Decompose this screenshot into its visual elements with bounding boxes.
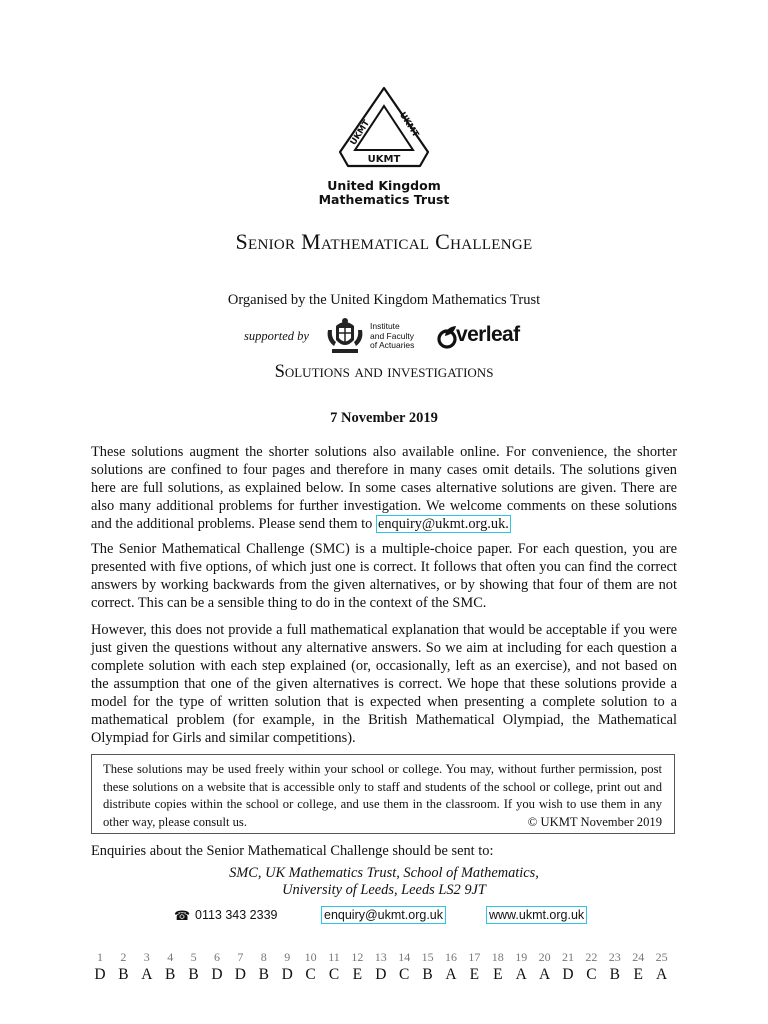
answer-letter: E [493,966,503,983]
answer-letter: A [655,966,668,983]
intro-paragraph [91,443,677,533]
overleaf-logo [436,324,526,350]
answer-item [182,950,206,984]
address-line1: SMC, UK Mathematics Trust, School of Mathematics, [229,865,539,881]
enquiries-intro: Enquiries about the Senior Mathematical Challenge should be sent to: [91,843,494,859]
supporters-row [244,316,544,358]
question-number: 16 [445,950,457,964]
copyright-notice: © UKMT November 2019 [527,814,662,829]
logo-text-bottom: UKMT [367,154,401,165]
question-number: 11 [328,950,340,964]
answer-item [252,950,276,984]
organised-by: Organised by the United Kingdom Mathematics Trust [227,292,541,308]
answer-item [650,950,674,984]
ukmt-logo [336,86,432,176]
answer-letter: B [188,966,199,983]
question-number: 17 [468,950,481,964]
answer-item [345,950,369,984]
answer-item [416,950,440,984]
question-number: 5 [190,950,197,964]
ifoa-name [370,322,414,351]
answer-item [462,950,486,984]
answer-letter: B [258,966,269,983]
answer-letter: E [352,966,363,983]
usage-notice-box [91,754,675,834]
answer-item [439,950,463,984]
answer-item [135,950,159,984]
question-number: 24 [632,950,645,964]
ifoa-name-line: and Faculty [370,330,414,341]
org-name-line2: Mathematics Trust [318,192,450,207]
question-number: 12 [351,950,364,964]
answer-letter: C [399,966,410,983]
answer-letter: B [609,966,620,983]
answer-key [0,950,768,990]
question-number: 23 [608,950,621,964]
answer-letter: D [281,966,293,983]
answer-item [579,950,603,984]
answer-item [88,950,112,984]
answer-letter: E [633,966,643,983]
answer-letter: C [586,966,597,983]
answer-item [158,950,182,984]
question-number: 15 [421,950,434,964]
smc-description-paragraph: The Senior Mathematical Challenge (SMC) is a multiple-choice paper. For each question, you are presented with five options, of which just one is correct. It follows that often you can find the correct answers by working backwards from the given alternatives, or by showing that four of them are not correct. This can be a sensible thing to do in the context of the SMC. [91,541,677,611]
question-number: 1 [97,950,103,964]
question-number: 21 [562,950,574,964]
document-date: 7 November 2019 [330,410,438,426]
answer-item [533,950,557,984]
contact-row [0,906,768,928]
answer-item [556,950,580,984]
question-number: 7 [237,950,244,964]
answer-letter: A [515,966,527,983]
answer-item [205,950,229,984]
answer-letter: D [234,966,246,983]
supported-by-label: supported by [244,329,309,343]
answer-item [369,950,393,984]
question-number: 20 [538,950,551,964]
address-line2: University of Leeds, Leeds LS2 9JT [282,882,486,898]
answer-item [299,950,323,984]
question-number: 9 [284,950,291,964]
document-subtitle: Solutions and investigations [274,362,494,382]
answer-letter: D [211,966,223,983]
ifoa-crest-icon [324,316,366,356]
question-number: 3 [143,950,150,964]
overleaf-wordmark: verleaf [456,323,520,346]
document-title: Senior Mathematical Challenge [235,229,533,254]
intro-paragraph-text: These solutions augment the shorter solutions also available online. For convenience, the shorter solutions are confined to four pages and therefore in many cases omit details. The solutions given here are full solutions, as explained below. In some cases alternative solutions are given. There are also many additional problems for further investigation. We welcome comments on these solutions and the additional problems. Please send them to [91,444,677,532]
answer-letter: B [118,966,129,983]
question-number: 8 [260,950,267,964]
question-number: 14 [398,950,411,964]
question-number: 6 [214,950,220,964]
answer-item [275,950,299,984]
solutions-approach-paragraph: However, this does not provide a full mathematical explanation that would be acceptable if you were just given the questions without any alternative answers. So we aim at including for each question a complete solution with each step explained (or, occasionally, left as an exercise), and not based on the assumption that one of the given alternatives is correct. We hope that these solutions provide a model for the type of written solution that is expected when presenting a complete solution to a mathematical problem (for example, in the British Mathematical Olympiad, the Mathematical Olympiad for Girls and similar competitions). [91,622,677,746]
answer-item [228,950,252,984]
logo-text-left: UKMT [348,118,373,148]
answer-item [626,950,650,984]
answer-item [603,950,627,984]
usage-notice-text: These solutions may be used freely within your school or college. You may, without further permission, post these solutions on a website that is accessible only to staff and students of the school or college, print out and distribute copies within the school or college, and use them in the classroom. If you wish to use them in any other way, please consult us. [103,762,662,829]
answer-letter: A [538,966,551,983]
ifoa-name-line: Institute [370,321,400,331]
answer-letter: B [422,966,433,983]
question-number: 25 [655,950,668,964]
overleaf-leaf-icon [436,324,458,350]
question-number: 4 [167,950,174,964]
contact-email-link[interactable]: enquiry@ukmt.org.uk [321,906,446,924]
question-number: 22 [585,950,598,964]
question-number: 10 [304,950,317,964]
answer-letter: B [165,966,176,983]
question-number: 19 [515,950,528,964]
answer-letter: C [305,966,316,983]
website-link[interactable]: www.ukmt.org.uk [486,906,587,924]
answer-letter: A [445,966,457,983]
answer-item [111,950,135,984]
enquiry-email-link[interactable]: enquiry@ukmt.org.uk. [377,516,509,532]
answer-letter: E [469,966,480,983]
answer-letter: D [562,966,574,983]
answer-letter: C [328,966,340,983]
logo-text-right: UKMT [396,110,421,140]
answer-letter: D [375,966,387,983]
org-name-line1: United Kingdom [327,178,441,193]
question-number: 18 [491,950,504,964]
answer-item [322,950,346,984]
question-number: 13 [374,950,387,964]
answer-item [486,950,510,984]
answer-letter: D [94,966,106,983]
phone-icon: ☎ [174,908,191,923]
question-number: 2 [120,950,127,964]
answer-letter: A [141,966,153,983]
phone-number: 0113 343 2339 [195,908,278,922]
answer-item [509,950,533,984]
ifoa-name-line: of Actuaries [370,340,415,350]
answer-item [392,950,416,984]
